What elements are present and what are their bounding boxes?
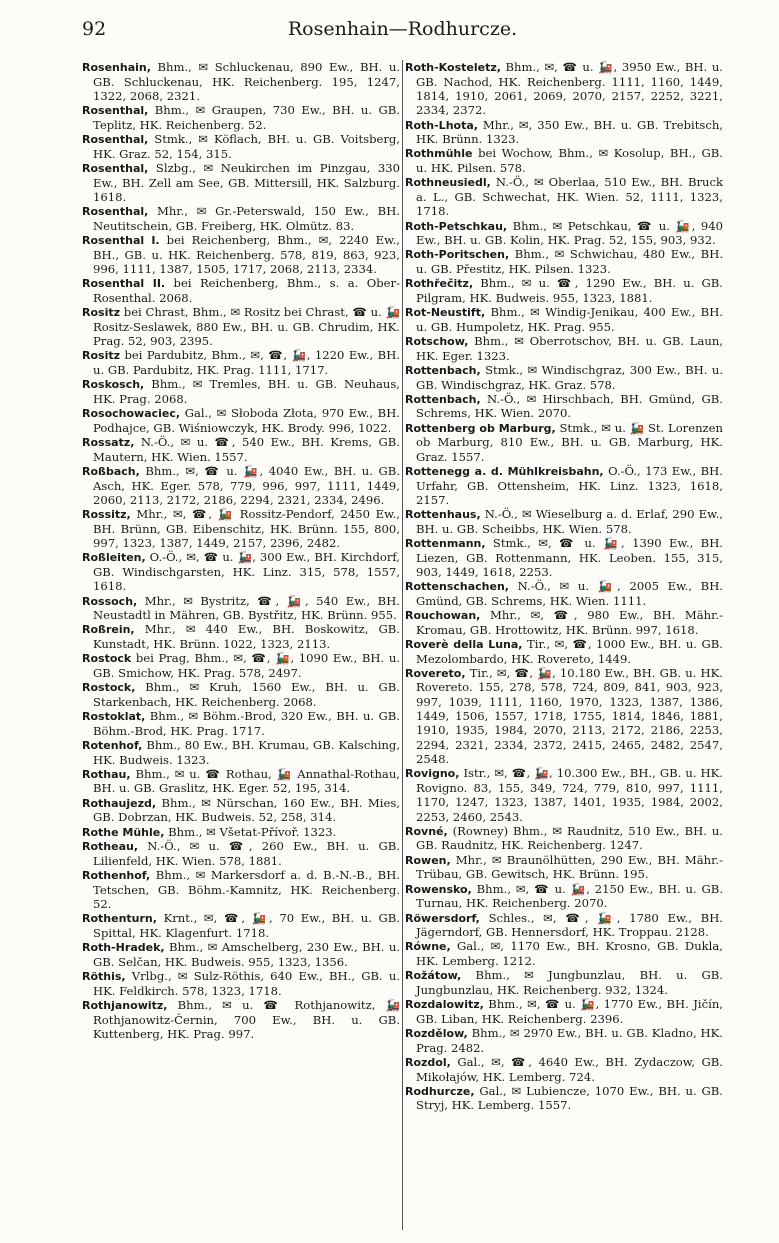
gazetteer-entry xyxy=(405,1026,723,1055)
entry-body: Gal., ✉, 1170 Ew., BH. Krosno, GB. Dukla, HK. Lemberg. 1212. xyxy=(416,939,723,969)
gazetteer-entry xyxy=(82,276,400,305)
entry-headword: Roth-Lhota, xyxy=(405,118,478,132)
entry-headword: Rodhurcze, xyxy=(405,1084,475,1098)
gazetteer-entry xyxy=(405,146,723,175)
page-header xyxy=(82,14,723,44)
entry-body: N.-Ö., ✉ u. ☎, 540 Ew., BH. Krems, GB. Mautern, HK. Wien. 1557. xyxy=(93,435,400,464)
entry-headword: Rožátow, xyxy=(405,969,462,983)
entry-body: N.-Ö., ✉ Wieselburg a. d. Erlaf, 290 Ew., BH. u. GB. Scheibbs, HK. Wien. 578. xyxy=(416,507,723,536)
gazetteer-entry xyxy=(405,608,723,637)
entry-body: Bhm., 80 Ew., BH. Krumau, GB. Kalsching, HK. Budweis. 1323. xyxy=(93,738,400,767)
entry-body: Bhm., ✉ Windig-Jenikau, 400 Ew., BH. u. GB. Humpoletz, HK. Prag. 955. xyxy=(416,305,723,334)
entry-headword: Rositz xyxy=(82,349,121,363)
entry-body: Mhr., ✉, 350 Ew., BH. u. GB. Trebitsch, HK. Brünn. 1323. xyxy=(416,117,723,147)
entry-body: Bhm., ✉, ☎ u. 🚂, 2150 Ew., BH. u. GB. Turnau, HK. Reichenberg. 2070. xyxy=(416,881,723,911)
entry-headword: Rossitz, xyxy=(82,508,131,522)
gazetteer-entry xyxy=(405,968,723,997)
entry-headword: Rostock xyxy=(82,652,132,666)
gazetteer-entry xyxy=(405,939,723,968)
entry-body: Krnt., ✉, ☎, 🚂, 70 Ew., BH. u. GB. Spittal, HK. Klagenfurt. 1718. xyxy=(93,911,400,940)
gazetteer-entry xyxy=(405,882,723,911)
gazetteer-entry xyxy=(405,276,723,305)
entry-headword: Rothenhof, xyxy=(82,869,151,883)
entry-headword: Rosochowaciec, xyxy=(82,407,181,421)
entry-headword: Rottenberg ob Marburg, xyxy=(405,421,556,435)
gazetteer-entry xyxy=(405,853,723,882)
gazetteer-entry xyxy=(405,536,723,579)
entry-body: Bhm., ✉ u. ☎ Rothjanowitz, 🚂 Rothjanowitz-Černin, 700 Ew., BH. u. GB. Kuttenberg, HK. Prag. 997. xyxy=(93,998,400,1041)
gazetteer-entry xyxy=(82,204,400,233)
gazetteer-entry xyxy=(405,507,723,536)
left-column xyxy=(82,60,400,1230)
right-column xyxy=(405,60,723,1230)
gazetteer-entry xyxy=(82,767,400,796)
gazetteer-entry xyxy=(82,796,400,825)
entry-headword: Rouchowan, xyxy=(405,609,481,623)
entry-body: Stmk., ✉, ☎ u. 🚂, 1390 Ew., BH. Liezen, GB. Rottenmann, HK. Leoben. 155, 315, 903, 1449, 1618, 2253. xyxy=(416,536,723,579)
entry-body: bei Reichenberg, Bhm., s. a. Ober-Rosenthal. 2068. xyxy=(93,276,400,305)
entry-body: Bhm., ✉ Graupen, 730 Ew., BH. u. GB. Teplitz, HK. Reichenberg. 52. xyxy=(93,103,400,132)
entry-body: Bhm., ✉ Kruh, 1560 Ew., BH. u. GB. Starkenbach, HK. Reichenberg. 2068. xyxy=(93,680,400,709)
gazetteer-entry xyxy=(82,738,400,767)
gazetteer-entry xyxy=(82,132,400,161)
entry-body: Mhr., ✉, ☎, 980 Ew., BH. Mähr.-Kromau, GB. Hrottowitz, HK. Brünn. 997, 1618. xyxy=(416,608,723,637)
entry-headword: Rothmühle xyxy=(405,147,473,161)
gazetteer-entry xyxy=(405,911,723,940)
entry-headword: Rossoch, xyxy=(82,594,138,608)
running-title: Rosenhain—Rodhurcze. xyxy=(287,18,518,40)
gazetteer-entry xyxy=(405,766,723,824)
gazetteer-entry xyxy=(82,594,400,623)
entry-body: Stmk., ✉ u. 🚂 St. Lorenzen ob Marburg, 810 Ew., BH. u. GB. Marburg, HK. Graz. 1557. xyxy=(416,420,723,464)
gazetteer-entry xyxy=(82,940,400,969)
gazetteer-entry xyxy=(82,103,400,132)
entry-body: Mhr., ✉ Gr.-Peterswald, 150 Ew., BH. Neutitschein, GB. Freiberg, HK. Olmütz. 83. xyxy=(93,204,400,233)
entry-headword: Röthis, xyxy=(82,970,126,984)
entry-headword: Równe, xyxy=(405,940,451,954)
entry-body: Mhr., ✉ 440 Ew., BH. Boskowitz, GB. Kunstadt, HK. Brünn. 1022, 1323, 2113. xyxy=(93,622,400,652)
entry-body: Bhm., ✉ u. ☎ Rothau, 🚂 Annathal-Rothau, BH. u. GB. Graslitz, HK. Eger. 52, 195, 314. xyxy=(93,766,400,796)
gazetteer-entry xyxy=(82,464,400,507)
gazetteer-entry xyxy=(82,348,400,377)
entry-body: bei Prag, Bhm., ✉, ☎, 🚂, 1090 Ew., BH. u. GB. Smichow, HK. Prag. 578, 2497. xyxy=(93,651,400,680)
gazetteer-entry xyxy=(82,60,400,103)
entry-body: Gal., ✉ Słoboda Złota, 970 Ew., BH. Podhajce, GB. Wiśniowczyk, HK. Brody. 996, 1022. xyxy=(93,406,400,435)
entry-body: O.-Ö., ✉, ☎ u. 🚂, 300 Ew., BH. Kirchdorf, GB. Windischgarsten, HK. Linz. 315, 578, 1557, 1618. xyxy=(93,550,400,594)
gazetteer-entry xyxy=(82,435,400,464)
gazetteer-entry xyxy=(82,233,400,276)
entry-body: Bhm., ✉ Nürschan, 160 Ew., BH. Mies, GB. Dobrzan, HK. Budweis. 52, 258, 314. xyxy=(93,795,400,825)
entry-body: Slzbg., ✉ Neukirchen im Pinzgau, 330 Ew., BH. Zell am See, GB. Mittersill, HK. Salzburg. 1618. xyxy=(93,160,400,204)
gazetteer-entry xyxy=(405,824,723,853)
entry-body: Bhm., ✉ Jungbunzlau, BH. u. GB. Jungbunzlau, HK. Reichenberg. 932, 1324. xyxy=(416,968,723,997)
entry-headword: Roßrein, xyxy=(82,623,135,637)
entry-body: N.-Ö., ✉ u. ☎, 260 Ew., BH. u. GB. Lilienfeld, HK. Wien. 578, 1881. xyxy=(93,839,400,868)
gazetteer-entry xyxy=(82,825,400,840)
entry-headword: Roßbach, xyxy=(82,464,140,478)
gazetteer-entry xyxy=(405,305,723,334)
gazetteer-entry xyxy=(82,507,400,550)
entry-body: Bhm., ✉ Tremles, BH. u. GB. Neuhaus, HK. Prag. 2068. xyxy=(93,377,400,406)
entry-headword: Rottenschachen, xyxy=(405,580,509,594)
entry-body: Gal., ✉, ☎, 4640 Ew., BH. Zydaczow, GB. Mikołajów, HK. Lemberg. 724. xyxy=(416,1055,723,1084)
entry-headword: Rottenhaus, xyxy=(405,508,481,522)
gazetteer-entry xyxy=(82,377,400,406)
entry-headword: Rozdalowitz, xyxy=(405,998,484,1012)
gazetteer-entry xyxy=(82,622,400,651)
column-divider xyxy=(402,60,403,1230)
gazetteer-entry xyxy=(405,666,723,766)
gazetteer-entry xyxy=(405,1084,723,1113)
gazetteer-entry xyxy=(82,651,400,680)
entry-body: Bhm., ✉ Markersdorf a. d. B.-N.-B., BH. Tetschen, GB. Böhm.-Kamnitz, HK. Reichenberg. 52. xyxy=(93,868,400,912)
entry-headword: Rovereto, xyxy=(405,666,466,680)
gazetteer-entry xyxy=(405,118,723,147)
entry-headword: Rothneusiedl, xyxy=(405,176,491,190)
entry-headword: Rovigno, xyxy=(405,767,460,781)
entry-headword: Rothřečitz, xyxy=(405,277,474,291)
entry-body: Mhr., ✉ Bystritz, ☎, 🚂, 540 Ew., BH. Neustadtl in Mähren, GB. Bystřitz, HK. Brünn. 955. xyxy=(93,593,400,623)
gazetteer-entry xyxy=(82,305,400,348)
entry-body: (Rowney) Bhm., ✉ Raudnitz, 510 Ew., BH. u. GB. Raudnitz, HK. Reichenberg. 1247. xyxy=(416,823,723,853)
entry-headword: Rotenhof, xyxy=(82,739,143,752)
entry-headword: Roskosch, xyxy=(82,378,145,392)
entry-headword: Roth-Hradek, xyxy=(82,941,165,955)
gazetteer-entry xyxy=(405,637,723,666)
page-number: 92 xyxy=(82,18,107,40)
entry-body: N.-Ö., ✉ Hirschbach, BH. Gmünd, GB. Schrems, HK. Wien. 2070. xyxy=(416,391,723,421)
gazetteer-entry xyxy=(405,247,723,276)
gazetteer-entry xyxy=(405,363,723,392)
gazetteer-entry xyxy=(405,997,723,1026)
gazetteer-entry xyxy=(82,680,400,709)
entry-headword: Rothjanowitz, xyxy=(82,999,168,1013)
entry-body: bei Wochow, Bhm., ✉ Kosolup, BH., GB. u. HK. Pilsen. 578. xyxy=(416,146,723,175)
entry-headword: Roth-Petschkau, xyxy=(405,219,508,233)
gazetteer-entry xyxy=(82,868,400,911)
entry-headword: Rottenmann, xyxy=(405,537,486,551)
entry-body: Istr., ✉, ☎, 🚂, 10.300 Ew., BH., GB. u. HK. Rovigno. 83, 155, 349, 724, 779, 810, 997, 1111, 1170, 1247, 1323, 1387, 1401, 1935, 1984, 2002, 2253, 2460, 2543. xyxy=(416,766,723,824)
entry-columns xyxy=(82,60,723,1230)
entry-headword: Rozdol, xyxy=(405,1056,451,1069)
gazetteer-entry xyxy=(405,464,723,507)
entry-body: Gal., ✉ Lubiencze, 1070 Ew., BH. u. GB. Stryj, HK. Lemberg. 1557. xyxy=(416,1083,723,1113)
gazetteer-entry xyxy=(405,579,723,608)
entry-body: bei Chrast, Bhm., ✉ Rositz bei Chrast, ☎ u. 🚂 Rositz-Seslawek, 880 Ew., BH. u. GB. Chrudim, HK. Prag. 52, 903, 2395. xyxy=(93,305,400,349)
entry-body: Bhm., ✉, ☎ u. 🚂, 4040 Ew., BH. u. GB. Asch, HK. Eger. 578, 779, 996, 997, 1111, 1449, 2060, 2113, 2172, 2186, 2294, 2321, 2334, 2496. xyxy=(93,463,400,507)
entry-body: Bhm., ✉ Oberrotschov, BH. u. GB. Laun, HK. Eger. 1323. xyxy=(416,334,723,363)
entry-body: Mhr., ✉, ☎, 🚂 Rossitz-Pendorf, 2450 Ew., BH. Brünn, GB. Eibenschitz, HK. Brünn. 155, 800, 997, 1323, 1387, 1449, 2157, 2396, 2482. xyxy=(93,507,400,551)
gazetteer-entry xyxy=(82,911,400,940)
entry-headword: Rosenthal II. xyxy=(82,277,166,291)
entry-headword: Roßleiten, xyxy=(82,551,146,565)
entry-headword: Rottenbach, xyxy=(405,363,481,377)
entry-headword: Rothe Mühle, xyxy=(82,825,165,839)
gazetteer-entry xyxy=(82,839,400,868)
entry-body: N.-Ö., ✉ Oberlaa, 510 Ew., BH. Bruck a. L., GB. Schwechat, HK. Wien. 52, 1111, 1323, 1718. xyxy=(416,175,723,219)
entry-headword: Rottenbach, xyxy=(405,392,481,406)
entry-body: Bhm., ✉ 2970 Ew., BH. u. GB. Kladno, HK. Prag. 2482. xyxy=(416,1026,723,1055)
entry-body: Bhm., ✉ Schluckenau, 890 Ew., BH. u. GB. Schluckenau, HK. Reichenberg. 195, 1247, 1322, 2068, 2321. xyxy=(93,60,400,103)
gazetteer-entry xyxy=(405,175,723,218)
entry-headword: Rothenturn, xyxy=(82,912,157,926)
entry-body: O.-Ö., 173 Ew., BH. Urfahr, GB. Ottensheim, HK. Linz. 1323, 1618, 2157. xyxy=(416,463,723,507)
entry-headword: Roverè della Luna, xyxy=(405,638,523,652)
entry-headword: Rothaujezd, xyxy=(82,796,157,810)
entry-headword: Rosenthal, xyxy=(82,161,149,175)
entry-headword: Rosenthal, xyxy=(82,104,149,118)
entry-body: Tir., ✉, ☎, 1000 Ew., BH. u. GB. Mezolombardo, HK. Rovereto, 1449. xyxy=(416,637,723,666)
entry-body: Vrlbg., ✉ Sulz-Röthis, 640 Ew., BH., GB. u. HK. Feldkirch. 578, 1323, 1718. xyxy=(93,969,400,998)
gazetteer-entry xyxy=(82,550,400,593)
gazetteer-entry xyxy=(82,998,400,1041)
gazetteer-entry xyxy=(82,406,400,435)
entry-body: Schles., ✉, ☎, 🚂, 1780 Ew., BH. Jägerndorf, GB. Hennersdorf, HK. Troppau. 2128. xyxy=(416,910,723,940)
entry-headword: Roth-Kosteletz, xyxy=(405,61,501,74)
entry-headword: Rozdělow, xyxy=(405,1027,468,1041)
entry-headword: Rositz xyxy=(82,306,121,320)
gazetteer-entry xyxy=(405,1055,723,1084)
entry-body: Bhm., ✉ Schwichau, 480 Ew., BH. u. GB. Přestitz, HK. Pilsen. 1323. xyxy=(416,247,723,276)
entry-body: Bhm., ✉ u. ☎, 1290 Ew., BH. u. GB. Pilgram, HK. Budweis. 955, 1323, 1881. xyxy=(416,276,723,305)
entry-body: Stmk., ✉ Köflach, BH. u. GB. Voitsberg, HK. Graz. 52, 154, 315. xyxy=(93,132,400,161)
entry-headword: Röwersdorf, xyxy=(405,911,480,925)
gazetteer-entry xyxy=(405,334,723,363)
entry-headword: Rossatz, xyxy=(82,436,135,450)
entry-body: bei Reichenberg, Bhm., ✉, 2240 Ew., BH., GB. u. HK. Reichenberg. 578, 819, 863, 923, 996, 1111, 1387, 1505, 1717, 2068, 2113, 2334. xyxy=(93,233,400,276)
entry-body: Bhm., ✉ Všetat-Přívoř. 1323. xyxy=(164,824,337,839)
entry-headword: Rovné, xyxy=(405,824,448,838)
entry-headword: Rotheau, xyxy=(82,840,139,854)
entry-headword: Roth-Poritschen, xyxy=(405,248,510,262)
entry-headword: Rottenegg a. d. Mühlkreisbahn, xyxy=(405,464,604,478)
gazetteer-entry xyxy=(405,60,723,118)
entry-body: Bhm., ✉, ☎ u. 🚂, 3950 Ew., BH. u. GB. Nachod, HK. Reichenberg. 1111, 1160, 1449, 1814, 1910, 2061, 2069, 2070, 2157, 2252, 3221, 2334, 2372. xyxy=(416,60,723,118)
gazetteer-entry xyxy=(82,709,400,738)
gazetteer-entry xyxy=(82,969,400,998)
entry-headword: Rowen, xyxy=(405,853,451,867)
gazetteer-entry xyxy=(405,421,723,464)
entry-body: N.-Ö., ✉ u. 🚂, 2005 Ew., BH. Gmünd, GB. Schrems, HK. Wien. 1111. xyxy=(416,579,723,608)
entry-headword: Rosenthal I. xyxy=(82,234,160,248)
entry-body: Bhm., ✉ Böhm.-Brod, 320 Ew., BH. u. GB. Böhm.-Brod, HK. Prag. 1717. xyxy=(93,709,400,738)
entry-body: Tir., ✉, ☎, 🚂, 10.180 Ew., BH. GB. u. HK. Rovereto. 155, 278, 578, 724, 809, 841, 903, 923, 997, 1039, 1111, 1160, 1970, 1323, 1387, 1386, 1449, 1506, 1557, 1718, 1755, 1814, 1846, 1881, 1910, 1935, 1984, 2070, 2113, 2172, 2186, 2253, 2294, 2321, 2334, 2372, 2415, 2465, 2482, 2547, 2548. xyxy=(416,665,723,767)
entry-headword: Rosenthal, xyxy=(82,205,149,219)
entry-headword: Rostoklat, xyxy=(82,710,146,724)
entry-headword: Rowensko, xyxy=(405,882,472,896)
gazetteer-entry xyxy=(405,392,723,421)
gazetteer-entry xyxy=(82,161,400,204)
entry-body: bei Pardubitz, Bhm., ✉, ☎, 🚂, 1220 Ew., BH. u. GB. Pardubitz, HK. Prag. 1111, 1717. xyxy=(93,348,400,377)
entry-body: Bhm., ✉ Petschkau, ☎ u. 🚂, 940 Ew., BH. u. GB. Kolin, HK. Prag. 52, 155, 903, 932. xyxy=(416,218,723,248)
entry-body: Bhm., ✉ Amschelberg, 230 Ew., BH. u. GB. Selčan, HK. Budweis. 955, 1323, 1356. xyxy=(93,940,400,969)
entry-body: Stmk., ✉ Windischgraz, 300 Ew., BH. u. GB. Windischgraz, HK. Graz. 578. xyxy=(416,362,723,392)
entry-headword: Rostock, xyxy=(82,681,136,695)
gazetteer-entry xyxy=(405,219,723,248)
entry-headword: Rotschow, xyxy=(405,335,469,349)
entry-headword: Rothau, xyxy=(82,767,131,781)
entry-headword: Rosenthal, xyxy=(82,133,149,147)
entry-headword: Rot-Neustift, xyxy=(405,306,486,320)
entry-headword: Rosenhain, xyxy=(82,61,151,74)
entry-body: Mhr., ✉ Braunölhütten, 290 Ew., BH. Mähr.-Trübau, GB. Gewitsch, HK. Brünn. 195. xyxy=(416,852,723,882)
entry-body: Bhm., ✉, ☎ u. 🚂, 1770 Ew., BH. Jičín, GB. Liban, HK. Reichenberg. 2396. xyxy=(416,997,723,1026)
